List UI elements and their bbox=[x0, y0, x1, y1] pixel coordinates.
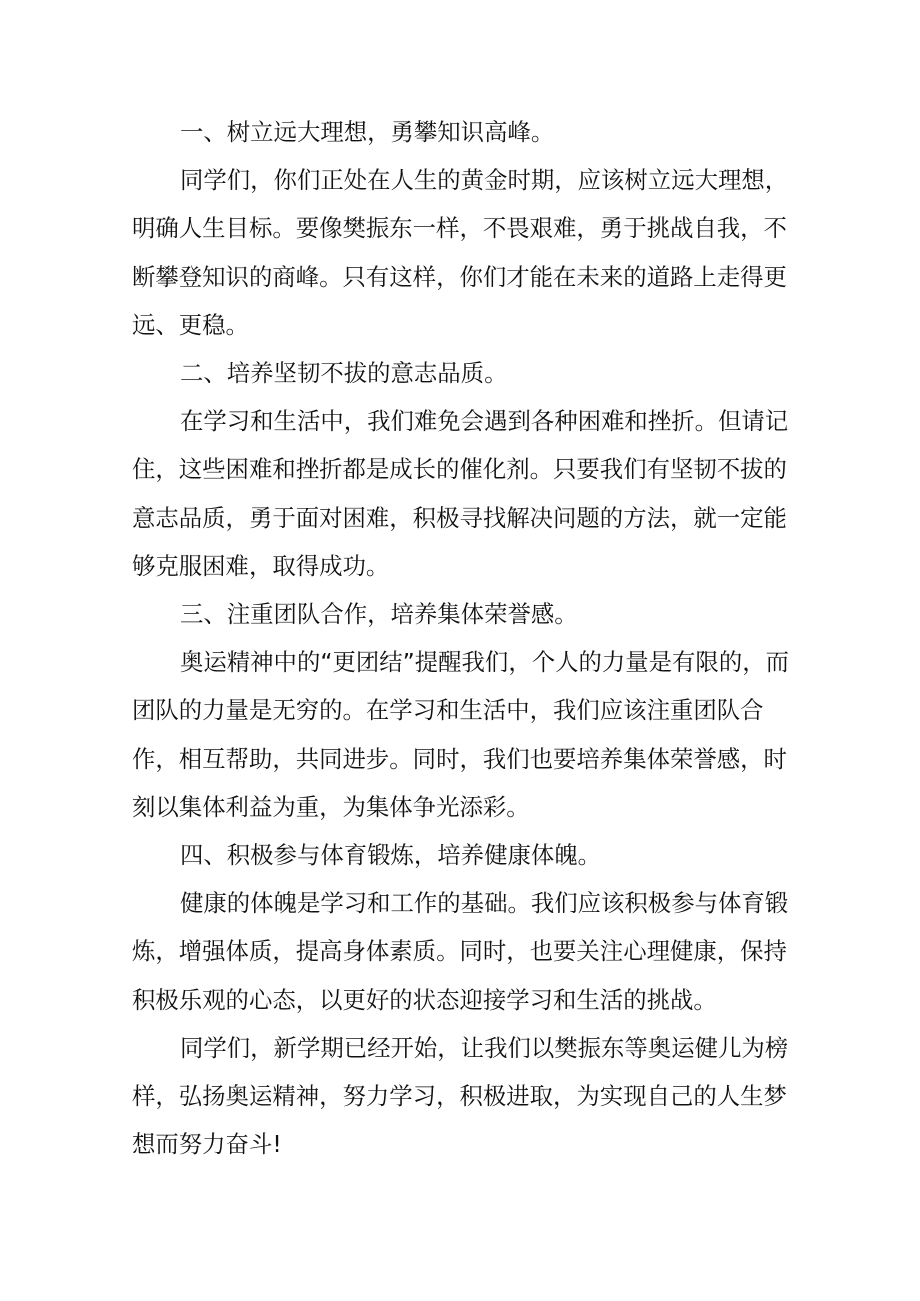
body-paragraph-2: 在学习和生活中，我们难免会遇到各种困难和挫折。但请记住，这些困难和挫折都是成长的催化剂。只要我们有坚韧不拔的意志品质，勇于面对困难，积极寻找解决问题的方法，就一定能够克服困难，取得成功。 bbox=[132, 407, 789, 580]
section-heading-2: 二、培养坚韧不拔的意志品质。 bbox=[180, 359, 508, 388]
body-paragraph-1: 同学们，你们正处在人生的黄金时期，应该树立远大理想，明确人生目标。要像樊振东一样，不畏艰难，勇于挑战自我，不断攀登知识的商峰。只有这样，你们才能在未来的道路上走得更远、更稳。 bbox=[132, 166, 789, 339]
section-heading-1: 一、树立远大理想，勇攀知识高峰。 bbox=[180, 118, 555, 146]
section-heading-3: 三、注重团队合作，培养集体荣誉感。 bbox=[180, 600, 578, 629]
section-heading-4: 四、积极参与体育锻炼，培养健康体魄。 bbox=[180, 841, 602, 870]
body-paragraph-4: 健康的体魄是学习和工作的基础。我们应该积极参与体育锻炼，增强体质，提高身体素质。同时，也要关注心理健康，保持积极乐观的心态，以更好的状态迎接学习和生活的挑战。 bbox=[132, 889, 789, 1014]
body-paragraph-3: 奥运精神中的“更团结”提醒我们，个人的力量是有限的，而团队的力量是无穷的。在学习和生活中，我们应该注重团队合作，相互帮助，共同进步。同时，我们也要培养集体荣誉感，时刻以集体利益为重，为集体争光添彩。 bbox=[132, 648, 789, 821]
document-body bbox=[132, 108, 792, 1168]
closing-paragraph: 同学们，新学期已经开始，让我们以樊振东等奥运健儿为榜样，弘扬奥运精神，努力学习，积极进取，为实现自己的人生梦想而努力奋斗! bbox=[132, 1033, 789, 1159]
